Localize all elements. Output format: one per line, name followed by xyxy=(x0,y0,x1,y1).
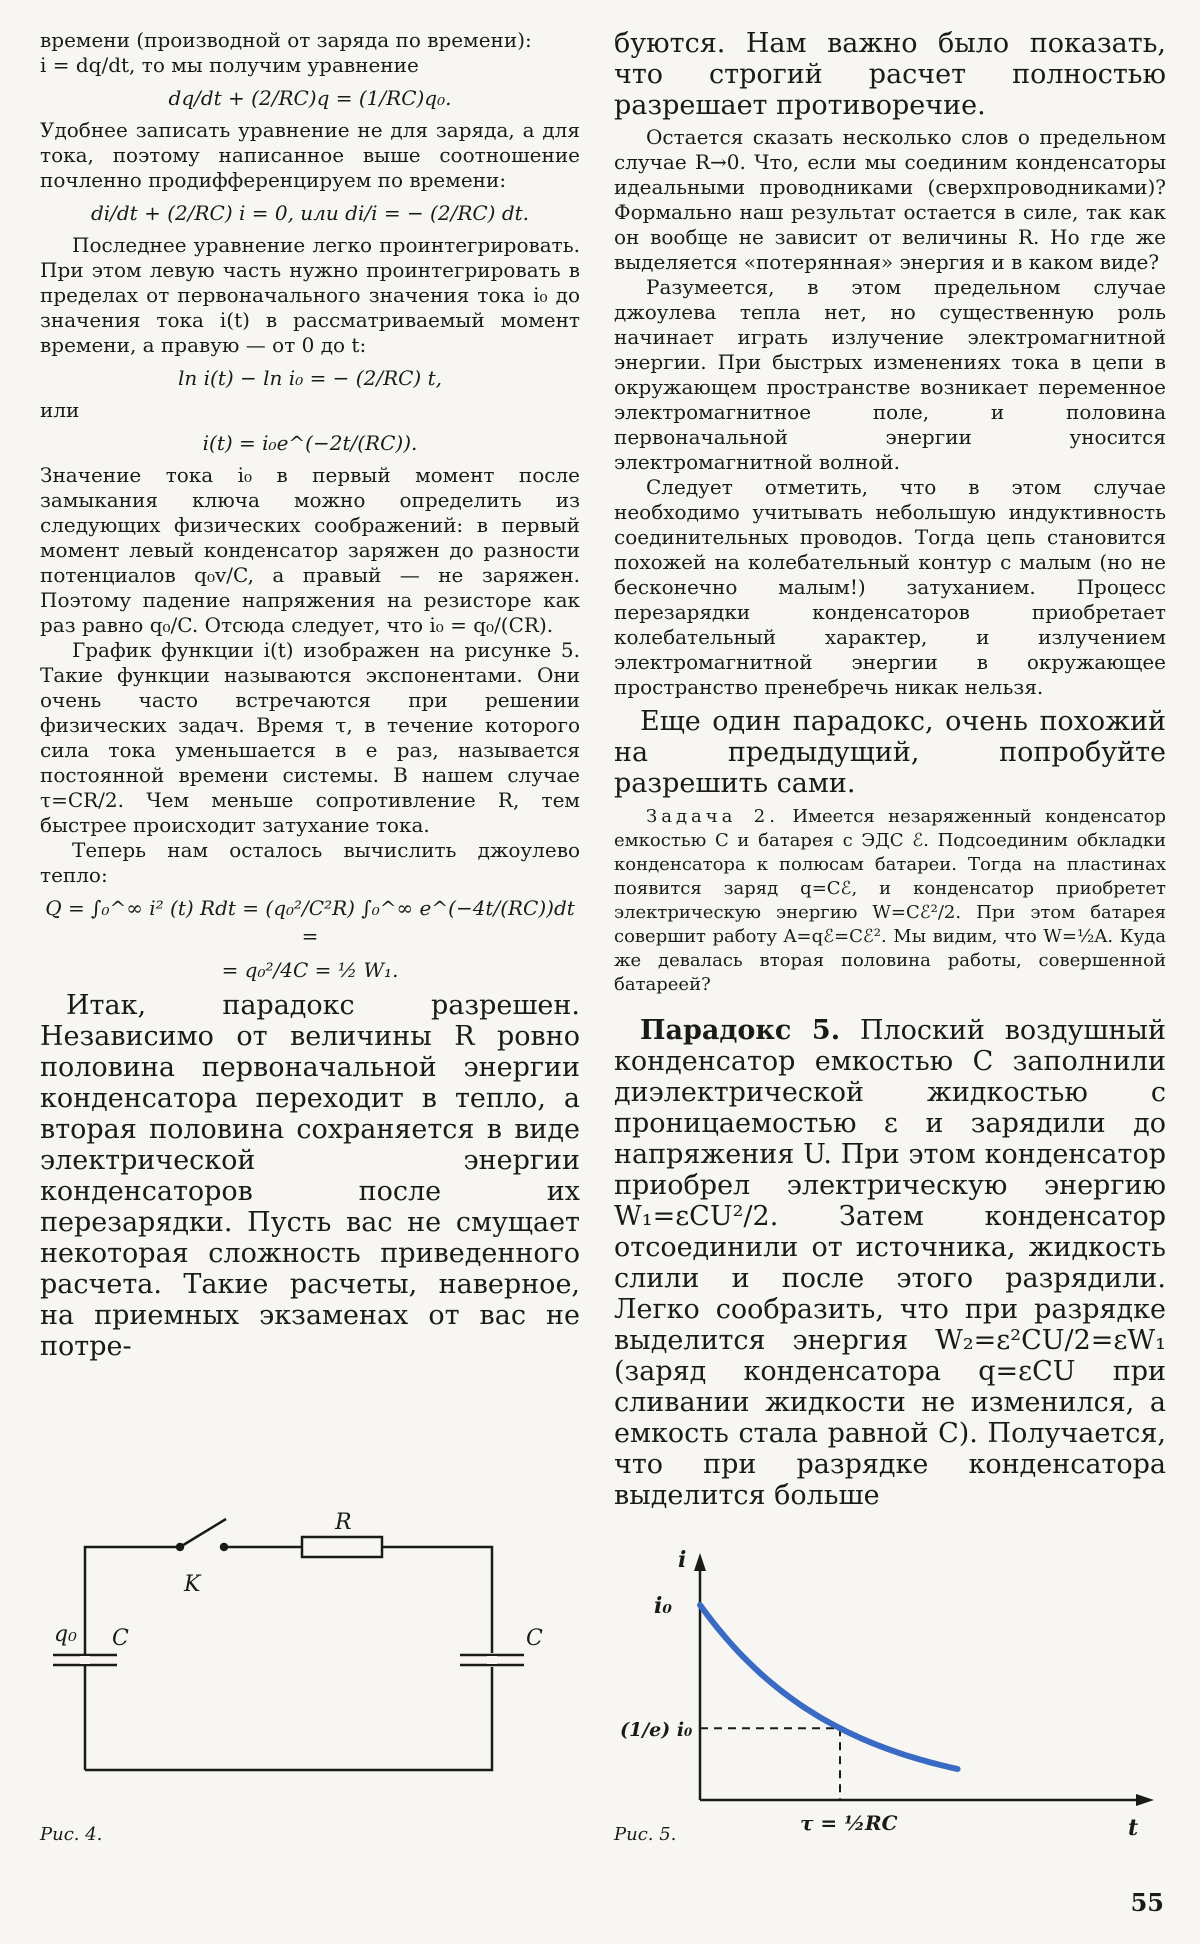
formula-4: i(t) = i₀e^(−2t/(RC)). xyxy=(202,431,418,455)
x-axis-arrow xyxy=(1136,1794,1154,1806)
figure-4-caption: Рис. 4. xyxy=(40,1824,103,1845)
right-column xyxy=(614,28,1166,1515)
wire-right-top xyxy=(382,1547,492,1653)
right-p1: буются. Нам важно было показать, что строгий расчет полностью разрешает противоречие. xyxy=(614,28,1166,121)
left-p1b: i = dq/dt, то мы получим уравнение xyxy=(40,53,419,77)
formula-2: di/dt + (2/RC) i = 0, или di/i = − (2/RC) dt. xyxy=(90,201,530,225)
left-p2: Удобнее записать уравнение не для заряда, а для тока, поэтому написанное выше соотношение почленно продифференцируем по времени: xyxy=(40,118,580,192)
left-p3: Последнее уравнение легко проинтегрировать. При этом левую часть нужно проинтегрировать в пределах от первоначального значения тока i₀ до значения тока i(t) в рассматриваемый момент времени, а правую — от 0 до t: xyxy=(40,233,580,357)
left-p5: График функции i(t) изображен на рисунке 5. Такие функции называются экспонентами. Они очень часто встречаются при решении физических задач. Время τ, в течение которого сила тока уменьшается в e раз, называется постоянной времени системы. В нашем случае τ=CR/2. Чем меньше сопротивление R, тем быстрее происходит затухание тока. xyxy=(40,638,580,837)
page-number: 55 xyxy=(1130,1888,1164,1917)
right-p5: Еще один парадокс, очень похожий на предыдущий, попробуйте разрешить сами. xyxy=(614,706,1166,799)
paradox-5 xyxy=(614,1015,1166,1511)
formula-6: = q₀²/4C = ½ W₁. xyxy=(221,958,399,982)
figure-4-circuit xyxy=(40,1505,560,1835)
figure-5-chart xyxy=(614,1545,1166,1840)
paradox-5-text: Плоский воздушный конденсатор емкостью C заполнили диэлектрической жидкостью с проницаемостью ε и зарядили до напряжения U. При этом конденсатор приобрел электрическую энергию W₁=εCU²/2. Затем конденсатор отсоединили от источника, жидкость слили и после этого разрядили. Легко сообразить, что при разрядке выделится энергия W₂=ε²CU/2=εW₁ (заряд конденсатора q=εCU при сливании жидкости не изменился, а емкость стала равной C). Получается, что при разрядке конденсатора выделится больше xyxy=(614,1015,1166,1511)
tick-i0: i₀ xyxy=(654,1593,672,1619)
left-p6: Теперь нам осталось вычислить джоулево тепло: xyxy=(40,838,580,887)
label-C-right: C xyxy=(526,1626,543,1651)
task-2-text: Имеется незаряженный конденсатор емкостью C и батарея с ЭДС ℰ. Подсоединим обкладки конденсатора к полюсам батареи. Тогда на пластинах появится заряд q=Cℰ, и конденсатор приобретет электрическую энергию W=Cℰ²/2. При этом батарея совершит работу A=qℰ=Cℰ². Мы видим, что W=½A. Куда же девалась вторая половина работы, совершенной батареей? xyxy=(614,806,1166,995)
task-2 xyxy=(614,805,1166,997)
tick-i0-over-e: (1/e) i₀ xyxy=(620,1719,693,1742)
current-decay-curve xyxy=(700,1605,958,1769)
label-K: K xyxy=(184,1572,201,1597)
left-or: или xyxy=(40,398,80,422)
formula-5: Q = ∫₀^∞ i² (t) Rdt = (q₀²/C²R) ∫₀^∞ e^(−4t/(RC))dt = xyxy=(45,896,575,948)
left-column xyxy=(40,28,580,1366)
y-axis-arrow xyxy=(694,1553,706,1571)
right-p3: Разумеется, в этом предельном случае джоулева тепла нет, но существенную роль начинает играть излучение электромагнитной энергии. При быстрых изменениях тока в цепи в окружающем пространстве возникает переменное электромагнитное поле, и половина первоначальной энергии уносится электромагнитной волной. xyxy=(614,275,1166,474)
tick-tau: τ = ½RC xyxy=(800,1811,898,1835)
right-p2: Остается сказать несколько слов о предельном случае R→0. Что, если мы соединим конденсаторы идеальными проводниками (сверхпроводниками)? Формально наш результат остается в силе, так как он вообще не зависит от величины R. Но где же выделяется «потерянная» энергия и в каком виде? xyxy=(614,125,1166,274)
axis-y-label: i xyxy=(678,1547,687,1573)
left-p4: Значение тока i₀ в первый момент после замыкания ключа можно определить из следующих физических соображений: в первый момент левый конденсатор заряжен до разности потенциалов q₀v/C, а правый — не заряжен. Поэтому падение напряжения на резисторе как раз равно q₀/C. Отсюда следует, что i₀ = q₀/(CR). xyxy=(40,463,580,637)
formula-1: dq/dt + (2/RC)q = (1/RC)q₀. xyxy=(168,86,452,110)
label-C-left: C xyxy=(112,1626,129,1651)
switch-blade xyxy=(180,1519,226,1547)
left-p1: времени (производной от заряда по времени): xyxy=(40,28,532,52)
paradox-5-heading: Парадокс 5. xyxy=(640,1015,841,1046)
wire-left-top xyxy=(85,1547,180,1770)
left-p7: Итак, парадокс разрешен. Независимо от величины R ровно половина первоначальной энергии конденсатора переходит в тепло, а вторая половина сохраняется в виде электрической энергии конденсаторов после их перезарядки. Пусть вас не смущает некоторая сложность приведенного расчета. Такие расчеты, наверное, на приемных экзаменах от вас не потре- xyxy=(40,990,580,1362)
axis-x-label: t xyxy=(1128,1815,1139,1840)
label-R: R xyxy=(335,1510,352,1535)
figure-5-caption: Рис. 5. xyxy=(614,1824,677,1845)
label-q0: q₀ xyxy=(54,1622,77,1647)
task-2-heading: Задача 2. xyxy=(646,806,779,827)
wire-bottom xyxy=(85,1667,492,1770)
resistor xyxy=(302,1537,382,1557)
formula-3: ln i(t) − ln i₀ = − (2/RC) t, xyxy=(178,366,442,390)
right-p4: Следует отметить, что в этом случае необходимо учитывать небольшую индуктивность соединительных проводов. Тогда цепь становится похожей на колебательный контур с малым (но не бесконечно малым!) затуханием. Процесс перезарядки конденсаторов приобретает колебательный характер, и излучением электромагнитной энергии в окружающее пространство пренебречь никак нельзя. xyxy=(614,475,1166,699)
